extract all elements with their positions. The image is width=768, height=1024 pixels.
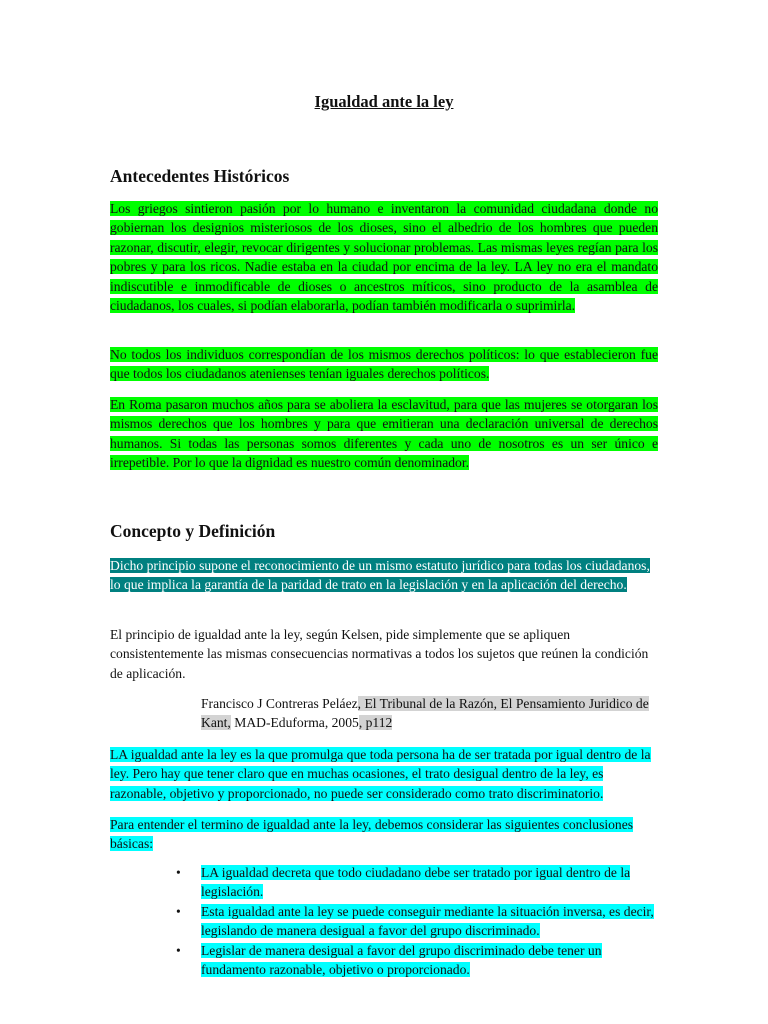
list-item-text: Legislar de manera desigual a favor del grupo discriminado debe tener un fundamento razonable, objetivo o proporcionado. bbox=[201, 942, 602, 978]
list-item bbox=[172, 863, 662, 902]
paragraph-igualdad-text: LA igualdad ante la ley es la que promulga que toda persona ha de ser tratada por igual dentro de la ley. Pero hay que tener claro que en muchas ocasiones, el trato desigual dentro de la ley, es razonable, objetivo y proporcionado, no puede ser considerado como trato discriminatorio. bbox=[110, 747, 651, 801]
paragraph-derechos-politicos bbox=[110, 345, 658, 384]
paragraph-principio-text: Dicho principio supone el reconocimiento de un mismo estatuto jurídico para todas los ciudadanos, lo que implica la garantía de la paridad de trato en la legislación y en la aplicación del derecho. bbox=[110, 558, 650, 593]
paragraph-conclusiones bbox=[110, 815, 658, 854]
bullet-icon: • bbox=[176, 903, 181, 919]
section-heading-antecedentes: Antecedentes Históricos bbox=[110, 166, 290, 186]
citation-title: , El Tribunal de la Razón, El Pensamiento Juridico de Kant, bbox=[201, 696, 649, 731]
paragraph-griegos bbox=[110, 199, 658, 315]
bullet-icon: • bbox=[176, 865, 181, 880]
paragraph-griegos-text: Los griegos sintieron pasión por lo humano e inventaron la comunidad ciudadana donde no gobiernan los designios misteriosos de los dioses, sino el albedrio de los hombres que pueden razonar, discutir, elegir, revocar dirigentes y solucionar problemas. Las mismas leyes regían para los pobres y para los ricos. Nadie estaba en la ciudad por encima de la ley. LA ley no era el mandato indiscutible e inmodificable de dioses o ancestros míticos, sino producto de la asamblea de ciudadanos, los cuales, si podían elaborarla, podían también modificarla o suprimirla. bbox=[110, 201, 658, 314]
paragraph-kelsen: El principio de igualdad ante la ley, según Kelsen, pide simplemente que se apliquen consistentemente las mismas consecuencias normativas a todos los sujetos que reúnen la condición de aplicación. bbox=[110, 627, 649, 681]
paragraph-igualdad bbox=[110, 745, 658, 803]
paragraph-conclusiones-text: Para entender el termino de igualdad ante la ley, debemos considerar las siguientes conclusiones básicas: bbox=[110, 817, 634, 852]
citation bbox=[201, 694, 661, 733]
list-item-text: Esta igualdad ante la ley se puede conseguir mediante la situación inversa, es decir, legislando de manera desigual a favor del grupo discriminado. bbox=[201, 903, 654, 939]
citation-author: Francisco J Contreras Peláez bbox=[201, 696, 358, 711]
paragraph-principio bbox=[110, 556, 658, 595]
list-item bbox=[172, 941, 662, 980]
paragraph-derechos-politicos-text: No todos los individuos correspondían de los mismos derechos políticos: lo que establecieron fue que todos los ciudadanos atenienses tenían iguales derechos políticos. bbox=[110, 347, 658, 382]
paragraph-roma bbox=[110, 395, 658, 473]
citation-publisher: MAD-Eduforma, 2005 bbox=[230, 715, 359, 731]
bullet-icon: • bbox=[176, 942, 181, 958]
section-heading-concepto: Concepto y Definición bbox=[110, 521, 276, 541]
conclusions-list bbox=[172, 863, 662, 979]
list-item-text: LA igualdad decreta que todo ciudadano debe ser tratado por igual dentro de la legislación. bbox=[201, 865, 631, 900]
paragraph-roma-text: En Roma pasaron muchos años para se aboliera la esclavitud, para que las mujeres se otorgaran los mismos derechos que los hombres y para que emitieran una declaración universal de derechos humanos. Si todas las personas somos diferentes y cada uno de nosotros es un ser único e irrepetible. Por lo que la dignidad es nuestro común denominador. bbox=[110, 397, 658, 471]
list-item bbox=[172, 902, 662, 941]
document-title: Igualdad ante la ley bbox=[314, 92, 454, 111]
citation-page: , p112 bbox=[358, 715, 393, 731]
